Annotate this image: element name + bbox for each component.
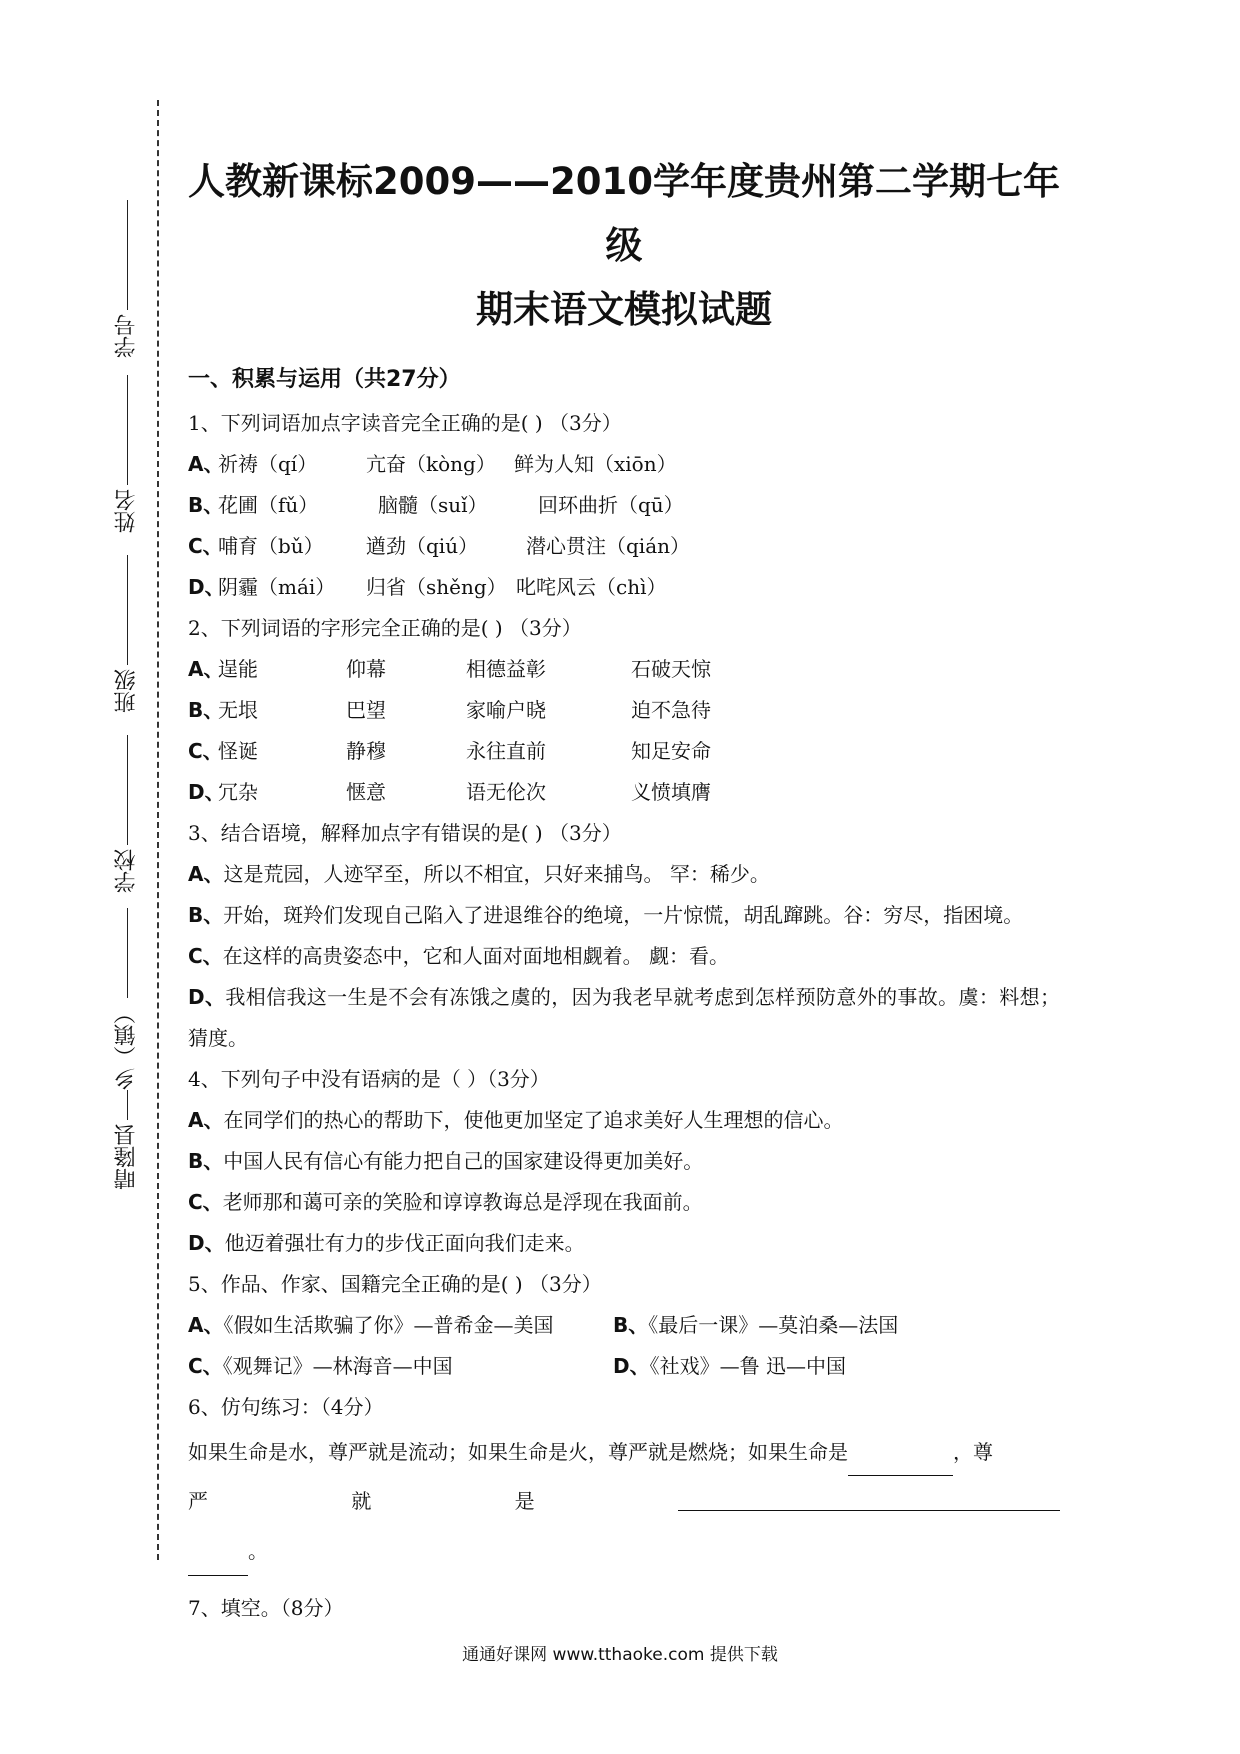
- question-4-stem: 4、下列句子中没有语病的是（ ）（3分）: [188, 1067, 550, 1091]
- option-item: 哺育（bǔ）: [218, 534, 324, 558]
- dashed-cut-line: [157, 100, 159, 1560]
- option-item: 语无伦次: [466, 780, 546, 804]
- option-item: 花圃（fǔ）: [218, 493, 319, 517]
- question-5-option-b: [613, 1305, 898, 1346]
- option-item: 鲜为人知（xiōn）: [514, 452, 677, 476]
- option-item: 永往直前: [466, 739, 546, 763]
- school-label: 学校: [114, 849, 139, 893]
- question-6-line-2: [188, 1476, 1060, 1526]
- name-blank[interactable]: [127, 375, 128, 485]
- answer-blank-2[interactable]: [678, 1476, 1060, 1511]
- option-letter: B、: [188, 493, 224, 517]
- option-item: 叱咤风云（chì）: [516, 575, 667, 599]
- option-letter: C、: [188, 1354, 223, 1378]
- section-heading: 一、积累与运用（共27分）: [188, 367, 461, 392]
- page-title-line2: 期末语文模拟试题: [476, 288, 772, 331]
- class-label: 班级: [114, 669, 139, 713]
- option-item: 惬意: [346, 780, 386, 804]
- option-item: 脑髓（suǐ）: [378, 493, 488, 517]
- school-field[interactable]: [107, 735, 147, 893]
- option-letter: D、: [188, 1231, 225, 1255]
- option-item: 逞能: [218, 657, 258, 681]
- option-text: 《假如生活欺骗了你》—普希金—美国: [223, 1313, 554, 1337]
- name-field[interactable]: [107, 375, 147, 533]
- question-7-stem: 7、填空。（8分）: [188, 1596, 344, 1620]
- option-item: 静穆: [346, 739, 386, 763]
- option-item: 怪诞: [218, 739, 258, 763]
- option-letter: A、: [188, 657, 224, 681]
- page-title-line1: 人教新课标2009——2010学年度贵州第二学期七年级: [188, 160, 1060, 267]
- question-1-option-d: [188, 567, 1060, 608]
- township-blank[interactable]: [127, 908, 128, 998]
- spaced-word: 严: [188, 1489, 208, 1513]
- question-4-option-a: [188, 1100, 1060, 1141]
- student-id-blank[interactable]: [127, 200, 128, 310]
- option-item: 潜心贯注（qián）: [526, 534, 691, 558]
- question-1-option-a: [188, 444, 1060, 485]
- option-item: 亢奋（kòng）: [366, 452, 496, 476]
- option-text: 《最后一课》—莫泊桑—法国: [648, 1313, 899, 1337]
- option-item: 巴望: [346, 698, 386, 722]
- page-footer: 通通好课网 www.tthaoke.com 提供下载: [462, 1645, 778, 1665]
- option-letter: A、: [188, 452, 224, 476]
- option-letter: B、: [613, 1313, 649, 1337]
- question-2-option-b: [188, 690, 1060, 731]
- option-item: 冗杂: [218, 780, 258, 804]
- option-text: 我相信我这一生是不会有冻饿之虞的，因为我老早就考虑到怎样预防意外的事故。虞：料想；猜度。: [188, 985, 1061, 1050]
- option-text: 这是荒园，人迹罕至，所以不相宜，只好来捕鸟。 罕：稀少。: [223, 862, 770, 886]
- option-item: 无垠: [218, 698, 258, 722]
- option-letter: C、: [188, 1190, 223, 1214]
- option-letter: A、: [188, 1313, 224, 1337]
- county-label: 晴隆县: [114, 1124, 139, 1190]
- question-3-option-d: [188, 977, 1060, 1059]
- option-item: 祈祷（qí）: [218, 452, 318, 476]
- question-3-stem: 3、结合语境，解释加点字有错误的是( ) （3分）: [188, 821, 622, 845]
- student-id-label: 学号: [114, 314, 139, 358]
- question-5-option-d: [613, 1346, 846, 1387]
- question-5-options-ab: [188, 1305, 1060, 1346]
- option-text: 《观舞记》—林海音—中国: [222, 1354, 453, 1378]
- option-item: 知足安命: [631, 739, 711, 763]
- question-6-text: 如果生命是水，尊严就是流动；如果生命是火，尊严就是燃烧；如果生命是: [188, 1440, 848, 1464]
- option-text: 他迈着强壮有力的步伐正面向我们走来。: [224, 1231, 585, 1255]
- option-item: 归省（shěng）: [366, 575, 507, 599]
- option-item: 家喻户晓: [466, 698, 546, 722]
- answer-blank-1[interactable]: [848, 1449, 953, 1476]
- question-6-line-3: [188, 1526, 1060, 1576]
- option-item: 义愤填膺: [631, 780, 711, 804]
- township-field[interactable]: [107, 908, 147, 1090]
- question-6-end: 。: [248, 1539, 268, 1563]
- question-2-option-d: [188, 772, 1060, 813]
- question-6-stem: 6、仿句练习：（4分）: [188, 1395, 384, 1419]
- option-letter: D、: [188, 575, 225, 599]
- spaced-word: 就: [351, 1489, 372, 1513]
- question-4-option-b: [188, 1141, 1060, 1182]
- option-letter: A、: [188, 1108, 224, 1132]
- class-blank[interactable]: [127, 555, 128, 665]
- name-label: 姓名: [114, 489, 139, 533]
- school-blank[interactable]: [127, 735, 128, 845]
- option-text: 在同学们的热心的帮助下，使他更加坚定了追求美好人生理想的信心。: [223, 1108, 844, 1132]
- question-3-option-c: [188, 936, 1060, 977]
- option-text: 在这样的高贵姿态中，它和人面对面地相觑着。 觑：看。: [222, 944, 730, 968]
- option-letter: B、: [188, 903, 224, 927]
- option-letter: D、: [613, 1354, 650, 1378]
- option-letter: D、: [188, 985, 226, 1009]
- question-2-stem: 2、下列词语的字形完全正确的是( ) （3分）: [188, 616, 582, 640]
- option-letter: C、: [188, 534, 223, 558]
- question-3-option-b: [188, 895, 1060, 936]
- answer-blank-3[interactable]: [188, 1549, 248, 1576]
- option-text: 老师那和蔼可亲的笑脸和谆谆教诲总是浮现在我面前。: [222, 1190, 703, 1214]
- option-letter: A、: [188, 862, 224, 886]
- question-2-option-a: [188, 649, 1060, 690]
- question-1-stem: 1、下列词语加点字读音完全正确的是( ) （3分）: [188, 411, 622, 435]
- township-label: 乡（镇）: [114, 1002, 139, 1090]
- exam-content: [188, 150, 1060, 1629]
- option-item: 仰幕: [346, 657, 386, 681]
- option-text: 中国人民有信心有能力把自己的国家建设得更加美好。: [223, 1149, 704, 1173]
- student-id-field[interactable]: [107, 200, 147, 358]
- question-1-option-b: [188, 485, 1060, 526]
- question-5-stem: 5、作品、作家、国籍完全正确的是( ) （3分）: [188, 1272, 602, 1296]
- option-letter: B、: [188, 1149, 224, 1173]
- county-field[interactable]: [107, 1090, 147, 1190]
- option-item: 回环曲折（qū）: [538, 493, 684, 517]
- option-text: 开始，斑羚们发现自己陷入了进退维谷的绝境，一片惊慌，胡乱蹿跳。谷：穷尽，指困境。: [223, 903, 1024, 927]
- option-letter: B、: [188, 698, 224, 722]
- binding-sidebar: [105, 100, 175, 1560]
- option-item: 阴霾（mái）: [218, 575, 336, 599]
- option-letter: C、: [188, 944, 223, 968]
- option-item: 石破天惊: [631, 657, 711, 681]
- question-6-tail: ，尊: [953, 1440, 993, 1464]
- option-item: 迫不急待: [631, 698, 711, 722]
- question-4-option-c: [188, 1182, 1060, 1223]
- question-4-option-d: [188, 1223, 1060, 1264]
- question-5-options-cd: [188, 1346, 1060, 1387]
- spaced-word: 是: [514, 1489, 535, 1513]
- question-3-option-a: [188, 854, 1060, 895]
- class-field[interactable]: [107, 555, 147, 713]
- option-letter: D、: [188, 780, 225, 804]
- option-item: 遒劲（qiú）: [366, 534, 479, 558]
- question-2-option-c: [188, 731, 1060, 772]
- county-blank[interactable]: [127, 1090, 128, 1120]
- question-6-body: [188, 1428, 1060, 1476]
- question-1-option-c: [188, 526, 1060, 567]
- option-item: 相德益彰: [466, 657, 546, 681]
- option-text: 《社戏》—鲁 迅—中国: [649, 1354, 846, 1378]
- question-5-option-a: [188, 1305, 613, 1346]
- question-5-option-c: [188, 1346, 613, 1387]
- option-letter: C、: [188, 739, 223, 763]
